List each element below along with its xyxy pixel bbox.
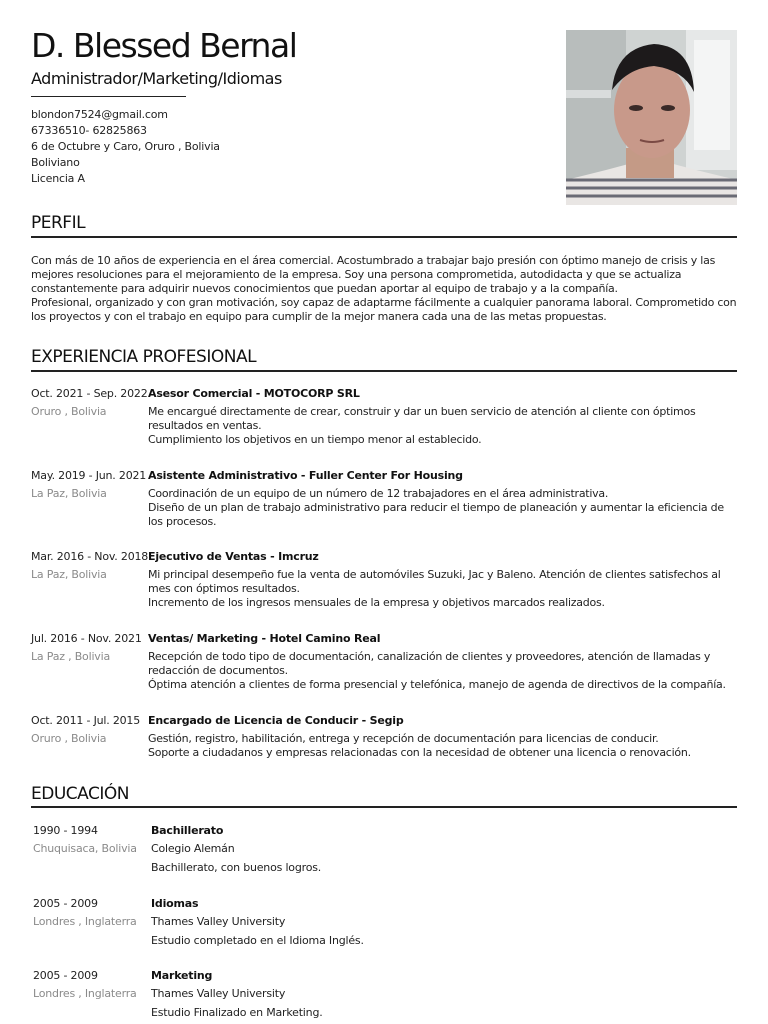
job-title: Ejecutivo de Ventas - Imcruz [148,550,319,563]
profile-text [31,254,737,324]
job-location: La Paz, Bolivia [31,568,107,581]
contact-phone: 67336510- 62825863 [31,124,147,137]
profile-section-title: PERFIL [31,213,86,233]
candidate-name: D. Blessed Bernal [31,26,297,65]
job-description-line: Coordinación de un equipo de un número de 12 trabajadores en el área administrativa. [148,487,609,500]
job-title: Ventas/ Marketing - Hotel Camino Real [148,632,381,645]
job-description-line: Cumplimiento los objetivos en un tiempo menor al establecido. [148,433,482,446]
job-dates: Mar. 2016 - Nov. 2018 [31,550,149,563]
education-section-title: EDUCACIÓN [31,784,129,804]
job-description-line: Óptima atención a clientes de forma presencial y telefónica, manejo de agenda de directivos de la compañía. [148,678,726,691]
education-school: Thames Valley University [151,915,286,928]
education-degree: Marketing [151,969,213,982]
job-description [148,732,733,760]
education-degree: Idiomas [151,897,199,910]
education-location: Chuquisaca, Bolivia [33,842,137,855]
job-dates: May. 2019 - Jun. 2021 [31,469,147,482]
contact-info [31,107,220,187]
job-description-line: Recepción de todo tipo de documentación, canalización de clientes y proveedores, atención de llamadas y redacción de documentos. [148,650,711,677]
job-description-line: Diseño de un plan de trabajo administrativo para reducir el tiempo de planeación y aumentar la eficiencia de los procesos. [148,501,724,528]
profile-paragraph: Profesional, organizado y con gran motivación, soy capaz de adaptarme fácilmente a cualquier panorama laboral. Comprometido con los proyectos y con el trabajo en equipo para cumplir de la mejor manera cada una de las metas propuestas. [31,296,737,323]
education-school: Thames Valley University [151,987,286,1000]
job-description [148,650,733,692]
education-location: Londres , Inglaterra [33,987,137,1000]
job-title: Encargado de Licencia de Conducir - Segip [148,714,404,727]
education-degree: Bachillerato [151,824,224,837]
education-dates: 2005 - 2009 [33,897,98,910]
job-dates: Oct. 2021 - Sep. 2022 [31,387,148,400]
job-title: Asesor Comercial - MOTOCORP SRL [148,387,360,400]
education-note: Bachillerato, con buenos logros. [151,861,322,874]
job-description-line: Mi principal desempeño fue la venta de automóviles Suzuki, Jac y Baleno. Atención de clientes satisfechos al mes con óptimos resultados. [148,568,721,595]
job-description-line: Soporte a ciudadanos y empresas relacionadas con la necesidad de obtener una licencia o renovación. [148,746,691,759]
contact-address: 6 de Octubre y Caro, Oruro , Bolivia [31,140,220,153]
education-note: Estudio completado en el Idioma Inglés. [151,934,364,947]
job-description [148,405,733,447]
education-dates: 1990 - 1994 [33,824,98,837]
job-description-line: Gestión, registro, habilitación, entrega y recepción de documentación para licencias de conducir. [148,732,659,745]
contact-email[interactable]: blondon7524@gmail.com [31,108,168,121]
education-section-divider [31,806,737,808]
job-location: Oruro , Bolivia [31,405,107,418]
resume-page [31,0,737,1024]
job-location: La Paz , Bolivia [31,650,111,663]
education-note: Estudio Finalizado en Marketing. [151,1006,323,1019]
job-title: Asistente Administrativo - Fuller Center For Housing [148,469,463,482]
job-dates: Jul. 2016 - Nov. 2021 [31,632,142,645]
job-description-line: Incremento de los ingresos mensuales de la empresa y objetivos marcados realizados. [148,596,605,609]
contact-nationality: Boliviano [31,156,80,169]
job-location: Oruro , Bolivia [31,732,107,745]
candidate-subtitle: Administrador/Marketing/Idiomas [31,69,282,88]
experience-section-title: EXPERIENCIA PROFESIONAL [31,347,257,367]
education-location: Londres , Inglaterra [33,915,137,928]
header-divider [31,96,186,97]
education-school: Colegio Alemán [151,842,235,855]
profile-photo [566,30,737,205]
job-location: La Paz, Bolivia [31,487,107,500]
experience-section-divider [31,370,737,372]
job-dates: Oct. 2011 - Jul. 2015 [31,714,141,727]
contact-license: Licencia A [31,172,85,185]
job-description-line: Me encargué directamente de crear, construir y dar un buen servicio de atención al cliente con óptimos resultados en ventas. [148,405,696,432]
education-dates: 2005 - 2009 [33,969,98,982]
profile-section-divider [31,236,737,238]
job-description [148,568,733,610]
profile-paragraph: Con más de 10 años de experiencia en el área comercial. Acostumbrado a trabajar bajo presión con óptimo manejo de crisis y las mejores resoluciones para el mejoramiento de la empresa. Soy una persona comprometida, autodidacta y que se actualiza constantemente para adquirir nuevos conocimientos que puedan aportar al equipo de trabajo y a la compañía. [31,254,716,295]
job-description [148,487,733,529]
